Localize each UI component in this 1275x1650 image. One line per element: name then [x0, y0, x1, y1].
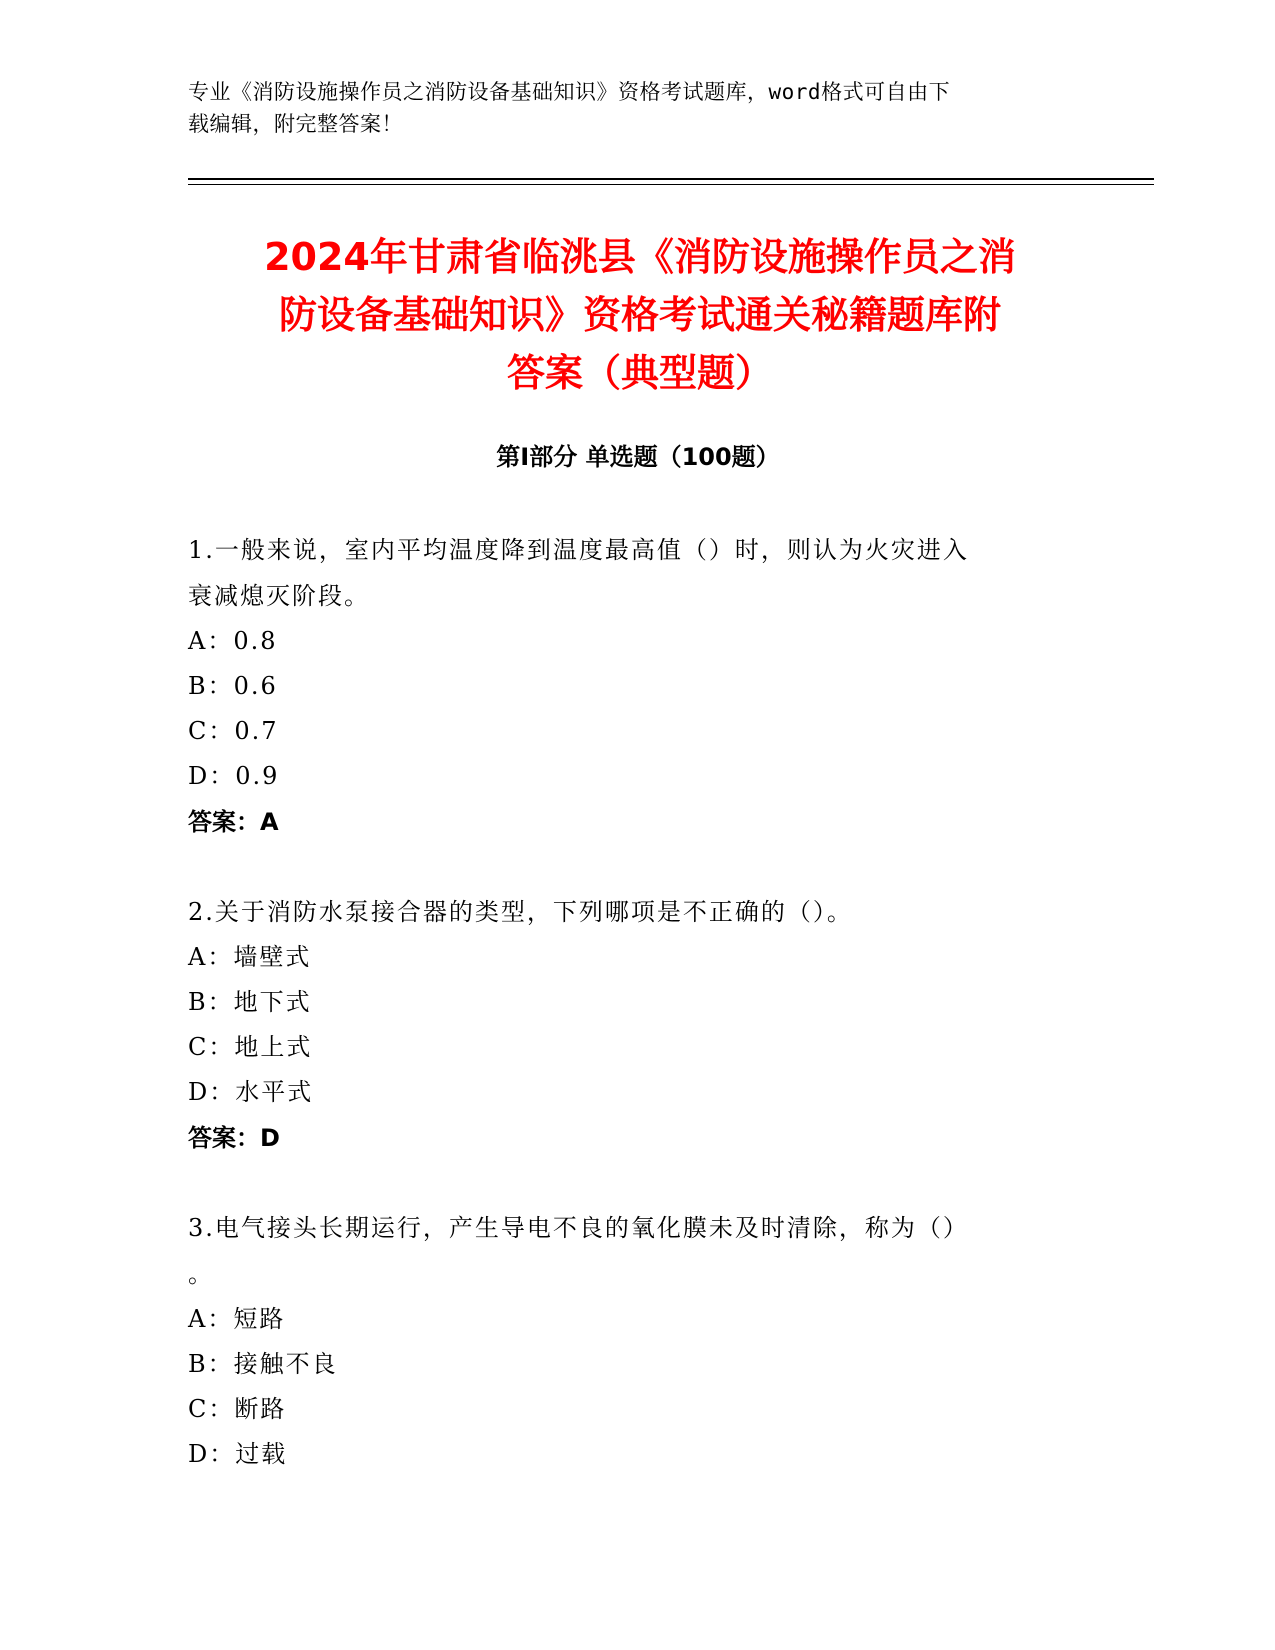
option-c: [188, 709, 1068, 754]
option-letter: A：: [188, 1305, 234, 1333]
option-text: 墙壁式: [233, 943, 312, 971]
option-letter: D：: [188, 1440, 236, 1468]
option-letter: B：: [188, 672, 234, 700]
question-list: [188, 527, 1068, 1477]
option-text: 0.6: [233, 672, 278, 700]
question-spacer: [188, 1161, 1068, 1205]
option-text: 地下式: [233, 988, 312, 1016]
header-note: [188, 76, 1068, 140]
header-divider-thin: [188, 184, 1154, 185]
document-title: [170, 228, 1110, 402]
option-d: [188, 1432, 1068, 1477]
question-item: [188, 889, 1068, 1161]
option-a: [188, 935, 1068, 980]
question-item: [188, 1205, 1068, 1477]
option-letter: D：: [188, 762, 236, 790]
question-stem: 。: [188, 1260, 214, 1288]
question-stem: 3.电气接头长期运行，产生导电不良的氧化膜未及时清除，称为（）: [188, 1214, 969, 1242]
section-heading: 第I部分 单选题（100题）: [496, 443, 780, 471]
option-text: 0.7: [234, 717, 279, 745]
option-letter: A：: [188, 627, 234, 655]
option-letter: C：: [188, 1033, 235, 1061]
option-text: 断路: [234, 1395, 287, 1423]
answer-line: 答案：A: [188, 808, 279, 836]
option-d: [188, 754, 1068, 799]
question-stem: 衰减熄灭阶段。: [188, 582, 370, 610]
option-c: [188, 1387, 1068, 1432]
question-spacer: [188, 845, 1068, 889]
option-text: 短路: [233, 1305, 286, 1333]
question-stem: 1.一般来说，室内平均温度降到温度最高值（）时，则认为火灾进入: [188, 536, 969, 564]
header-note-line: 载编辑，附完整答案！: [188, 112, 403, 136]
question-item: [188, 527, 1068, 845]
option-letter: A：: [188, 943, 234, 971]
option-text: 接触不良: [233, 1350, 338, 1378]
option-a: [188, 619, 1068, 664]
option-b: [188, 1342, 1068, 1387]
option-text: 过载: [235, 1440, 288, 1468]
option-b: [188, 664, 1068, 709]
option-letter: B：: [188, 1350, 234, 1378]
title-line: 答案（典型题）: [506, 351, 773, 395]
option-d: [188, 1070, 1068, 1115]
question-stem: 2.关于消防水泵接合器的类型，下列哪项是不正确的（）。: [188, 898, 853, 926]
option-text: 0.8: [233, 627, 278, 655]
option-b: [188, 980, 1068, 1025]
option-c: [188, 1025, 1068, 1070]
header-divider-thick: [188, 178, 1154, 180]
title-line: 防设备基础知识》资格考试通关秘籍题库附: [278, 293, 1001, 337]
option-text: 地上式: [234, 1033, 313, 1061]
option-letter: C：: [188, 717, 235, 745]
option-letter: D：: [188, 1078, 236, 1106]
header-note-line: 专业《消防设施操作员之消防设备基础知识》资格考试题库，word格式可自由下: [188, 80, 951, 104]
option-text: 0.9: [235, 762, 280, 790]
option-text: 水平式: [235, 1078, 314, 1106]
option-letter: C：: [188, 1395, 235, 1423]
option-a: [188, 1297, 1068, 1342]
title-line: 2024年甘肃省临洮县《消防设施操作员之消: [264, 235, 1016, 279]
answer-line: 答案：D: [188, 1124, 280, 1152]
option-letter: B：: [188, 988, 234, 1016]
